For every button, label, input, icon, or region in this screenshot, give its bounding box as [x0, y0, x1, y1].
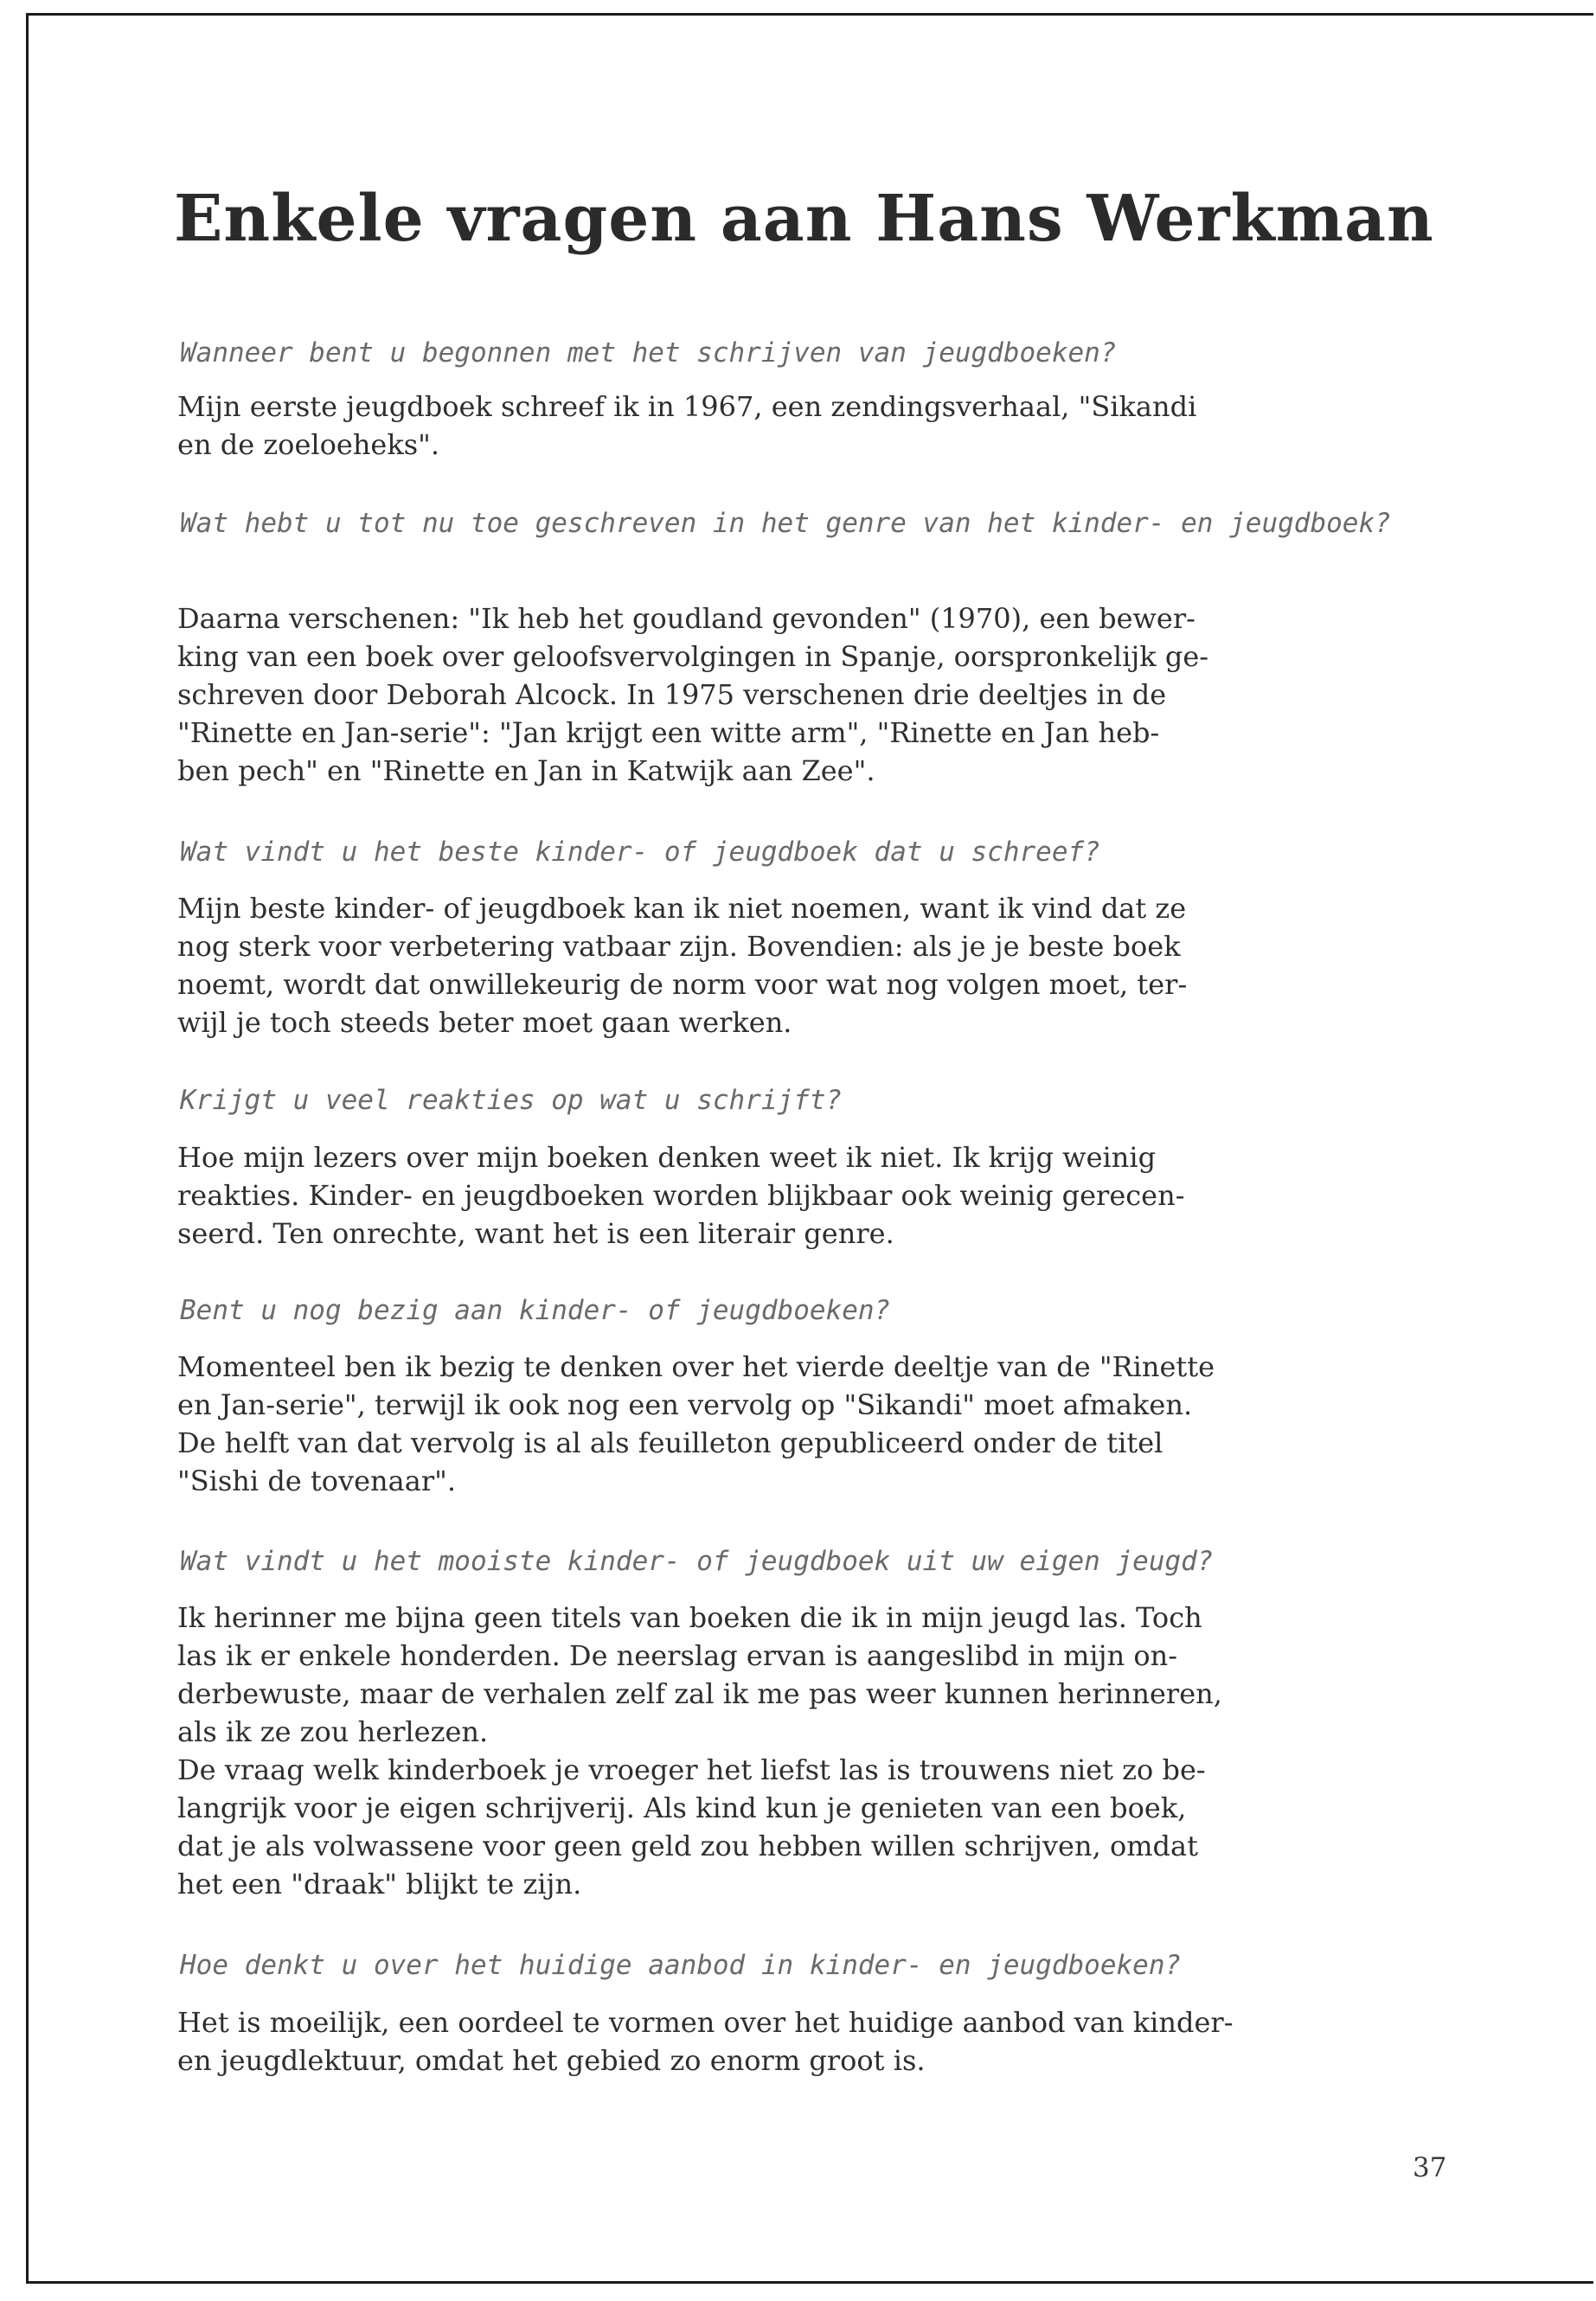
- answer-line: De helft van dat vervolg is al als feuilleton gepubliceerd onder de titel: [177, 1426, 1163, 1459]
- answer-line: wijl je toch steeds beter moet gaan werken.: [177, 1006, 792, 1039]
- question-2: Wat hebt u tot nu toe geschreven in het genre van het kinder- en jeugdboek?: [180, 508, 1391, 539]
- answer-line: Mijn eerste jeugdboek schreef ik in 1967, een zendingsverhaal, "Sikandi: [177, 390, 1197, 423]
- answer-line: Het is moeilijk, een oordeel te vormen over het huidige aanbod van kinder-: [177, 2006, 1234, 2039]
- answer-line: en Jan-serie", terwijl ik ook nog een vervolg op "Sikandi" moet afmaken.: [177, 1388, 1193, 1421]
- answer-line: dat je als volwassene voor geen geld zou hebben willen schrijven, omdat: [177, 1830, 1198, 1862]
- answer-line: "Rinette en Jan-serie": "Jan krijgt een witte arm", "Rinette en Jan heb-: [177, 716, 1160, 749]
- question-4: Krijgt u veel reakties op wat u schrijft?: [180, 1085, 843, 1116]
- answer-line: ben pech" en "Rinette en Jan in Katwijk aan Zee".: [177, 754, 875, 787]
- answer-line: "Sishi de tovenaar".: [177, 1465, 456, 1497]
- answer-3: [177, 889, 1458, 1042]
- answer-line: Momenteel ben ik bezig te denken over het vierde deeltje van de "Rinette: [177, 1350, 1215, 1383]
- question-6: Wat vindt u het mooiste kinder- of jeugdboek uit uw eigen jeugd?: [180, 1546, 1214, 1577]
- question-1: Wanneer bent u begonnen met het schrijven van jeugdboeken?: [180, 337, 1117, 369]
- answer-line: schreven door Deborah Alcock. In 1975 verschenen drie deeltjes in de: [177, 678, 1167, 711]
- answer-line: nog sterk voor verbetering vatbaar zijn. Bovendien: als je je beste boek: [177, 930, 1181, 963]
- question-5: Bent u nog bezig aan kinder- of jeugdboeken?: [180, 1295, 891, 1326]
- answer-line: en jeugdlektuur, omdat het gebied zo enorm groot is.: [177, 2044, 926, 2077]
- answer-line: en de zoeloeheks".: [177, 428, 440, 461]
- page-number: 37: [1413, 2152, 1447, 2183]
- question-7: Hoe denkt u over het huidige aanbod in kinder- en jeugdboeken?: [180, 1950, 1182, 1981]
- answer-line: las ik er enkele honderden. De neerslag ervan is aangeslibd in mijn on-: [177, 1639, 1178, 1672]
- answer-2: [177, 599, 1458, 790]
- answer-line: De vraag welk kinderboek je vroeger het liefst las is trouwens niet zo be-: [177, 1753, 1206, 1786]
- answer-1: [177, 388, 1458, 464]
- answer-line: het een "draak" blijkt te zijn.: [177, 1868, 582, 1900]
- answer-line: Ik herinner me bijna geen titels van boeken die ik in mijn jeugd las. Toch: [177, 1601, 1202, 1634]
- answer-line: Hoe mijn lezers over mijn boeken denken weet ik niet. Ik krijg weinig: [177, 1141, 1157, 1174]
- answer-6: [177, 1599, 1458, 1903]
- answer-7: [177, 2003, 1458, 2080]
- answer-line: noemt, wordt dat onwillekeurig de norm voor wat nog volgen moet, ter-: [177, 968, 1188, 1001]
- answer-line: als ik ze zou herlezen.: [177, 1715, 489, 1748]
- question-3: Wat vindt u het beste kinder- of jeugdboek dat u schreef?: [180, 836, 1100, 868]
- answer-line: king van een boek over geloofsvervolgingen in Spanje, oorspronkelijk ge-: [177, 640, 1209, 673]
- answer-line: Mijn beste kinder- of jeugdboek kan ik niet noemen, want ik vind dat ze: [177, 892, 1187, 925]
- answer-line: langrijk voor je eigen schrijverij. Als kind kun je genieten van een boek,: [177, 1791, 1187, 1824]
- answer-5: [177, 1348, 1458, 1500]
- answer-4: [177, 1138, 1458, 1253]
- document-page: [26, 13, 1593, 2284]
- answer-line: derbewuste, maar de verhalen zelf zal ik me pas weer kunnen herinneren,: [177, 1677, 1222, 1710]
- page-title: Enkele vragen aan Hans Werkman: [174, 182, 1434, 256]
- answer-line: reakties. Kinder- en jeugdboeken worden blijkbaar ook weinig gerecen-: [177, 1179, 1185, 1212]
- answer-line: Daarna verschenen: "Ik heb het goudland gevonden" (1970), een bewer-: [177, 602, 1195, 635]
- answer-line: seerd. Ten onrechte, want het is een literair genre.: [177, 1217, 894, 1250]
